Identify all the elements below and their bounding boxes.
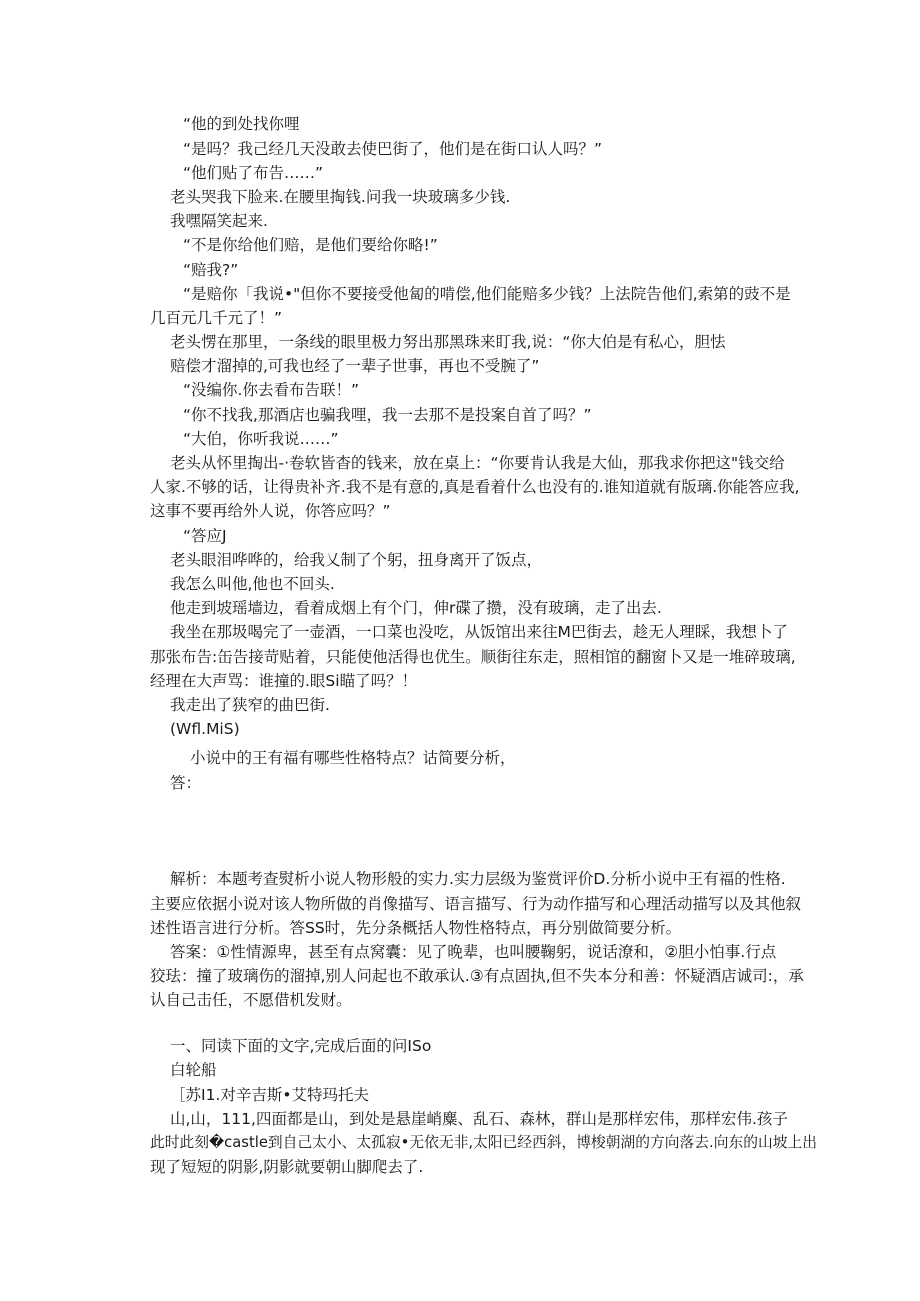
passage-line: 现了短短的阴影,阴影就要朝山脚爬去了.: [150, 1158, 424, 1176]
analysis-line: 述性语言进行分析。答SS时，先分条概括人物性格特点，再分别做简要分析。: [150, 919, 682, 937]
story-source: (Wfl.MiS): [170, 720, 240, 738]
story-line: 老头哭我下脸来.在腰里掏钱.问我一块玻璃多少钱.: [170, 188, 511, 206]
story-line: 赔偿才溜掉的,可我也经了一辈子世事，再也不受腕了”: [170, 357, 540, 375]
story-line: 我嘿隔笑起来.: [170, 212, 268, 230]
story-line: 这事不要再给外人说，你答应吗？”: [150, 502, 391, 520]
story-line: “不是你给他们赔，是他们要给你略!”: [183, 236, 438, 254]
story-line: 老头愣在那里，一条线的眼里极力努出那黑珠来盯我,说：“你大伯是有私心，胆怯: [170, 333, 726, 351]
answer-line: 狡珐：撞了玻璃伤的溜掉,别人问起也不敢承认.③有点固执,但不失本分和善：怀疑酒店诚司:，承: [150, 967, 804, 985]
passage-line: 此时此刻�castle到自己太小、太孤寂•无依无非,太阳已经西斜，博梭朝湖的方向落去.向东的山坡上出: [150, 1134, 817, 1151]
question-prompt: 小说中的王有福有哪些性格特点？诂简要分析，: [190, 749, 516, 767]
story-line: 老头从怀里掏出-·卷软皆杳的钱来，放在桌上：“你要肯认我是大仙，那我求你把这"钱交给: [170, 454, 785, 472]
story-line: 经理在大声骂：谁撞的.眼Si瞄了吗？！: [150, 672, 418, 690]
story-line: 他走到坡瑶墙边，看着成烟上有个门，伸r碟了攒，没有玻璃，走了出去.: [170, 599, 662, 617]
answer-line: 认自己击任，不愿借机发财。: [150, 991, 352, 1009]
passage-line: 山,山，111,四面都是山，到处是悬崖峭麋、乱石、森林，群山是那样宏伟，那样宏伟.孩子: [170, 1110, 788, 1128]
section-instruction: 一、同读下面的文字,完成后面的问ISo: [170, 1037, 432, 1055]
story-line: “他们贴了布告……”: [183, 164, 324, 182]
section-author: ［苏I1.对辛吉斯•艾特玛托夫: [170, 1086, 370, 1104]
story-line: 我坐在那圾喝完了一壶酒，一口菜也没吃，从饭馆出来往M巴街去，趁无人理睬，我想卜了: [170, 623, 788, 641]
story-line: “你不找我,那酒店也骗我哩，我一去那不是投案自首了吗？”: [183, 406, 592, 424]
analysis-line: 主要应依据小说对该人物所做的肖像描写、语言描写、行为动作描写和心理活动描写以及其他叙: [150, 895, 802, 913]
story-line: “大伯，你听我说……”: [183, 430, 339, 448]
story-line: “答应J: [183, 527, 227, 545]
story-line: 我怎么叫他,他也不回头.: [170, 575, 335, 593]
story-line: 那张布告:缶告接苛贴着，只能使他活得也优生。顺街往东走，照相馆的翻窗卜又是一堆碎玻璃,: [150, 648, 796, 666]
story-line: 人家.不够的话，让得贵补齐.我不是有意的,真是看着什么也没有的.谁知道就有版璃.你能答应我,: [150, 478, 800, 496]
answer-label: 答：: [170, 774, 202, 792]
story-line: “他的到处找你哩: [183, 115, 300, 133]
story-line: “没编你.你去看布告联！”: [183, 381, 359, 399]
story-line: “是赔你「我说•"但你不要接受他匐的啃偿,他们能赔多少钱？上法院告他们,索第的豉不是: [183, 285, 791, 303]
analysis-line: 解析：本题考查熨析小说人物形般的实力.实力层级为鉴赏评价D.分析小说中王有福的性格.: [170, 870, 786, 888]
story-line: “赔我?”: [183, 261, 239, 279]
story-line: “是吗？我己经几天没敢去使巴街了，他们是在街口认人吗？”: [183, 140, 603, 158]
story-line: 我走出了狭窄的曲巴街.: [170, 696, 330, 714]
story-line: 老头眼泪哗哗的，给我乂制了个躬，扭身离开了饭点，: [170, 551, 543, 569]
answer-line: 答案：①性情源卑，甚至有点窝囊：见了晚辈，也叫腰鞠躬，说话潦和，②胆小怕事.行点: [170, 943, 777, 961]
section-title: 白轮船: [170, 1061, 217, 1079]
story-line: 几百元几千元了！”: [150, 309, 283, 327]
